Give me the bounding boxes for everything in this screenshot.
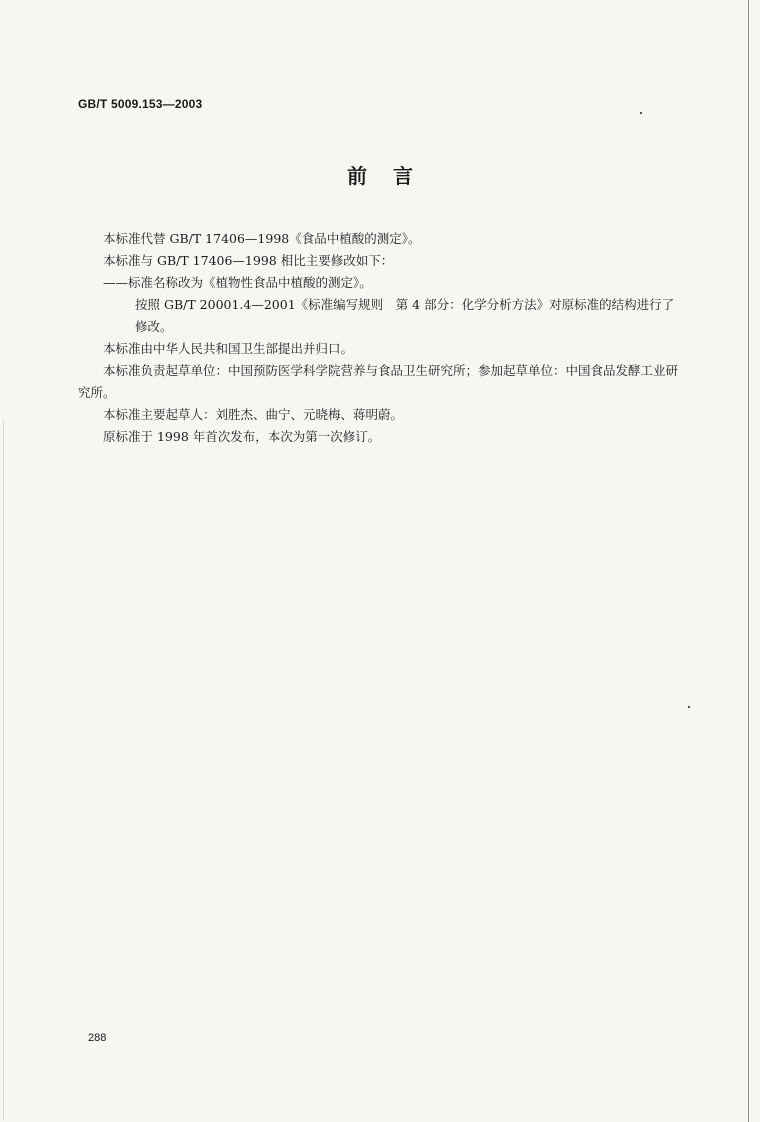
paragraph-drafting-units: 本标准负责起草单位：中国预防医学科学院营养与食品卫生研究所；参加起草单位：中国食品发酵工业研究所。 <box>78 363 679 400</box>
scan-edge-left <box>3 420 4 1120</box>
scan-speck <box>640 112 642 114</box>
foreword-body <box>78 228 690 448</box>
paragraph-replaces: 本标准代替 GB/T 17406—1998《食品中植酸的测定》。 <box>103 231 421 246</box>
change-item-structure <box>78 294 690 338</box>
paragraph-changes-intro: 本标准与 GB/T 17406—1998 相比主要修改如下： <box>103 253 394 268</box>
standard-number-header: GB/T 5009.153—2003 <box>78 97 203 111</box>
change-item-title: ——标准名称改为《植物性食品中植酸的测定》。 <box>103 275 372 290</box>
paragraph-proposed-by: 本标准由中华人民共和国卫生部提出并归口。 <box>103 341 354 356</box>
paragraph-history: 原标准于 1998 年首次发布，本次为第一次修订。 <box>103 429 381 444</box>
change-item-structure-line2: 修改。 <box>135 319 173 334</box>
change-item-structure-line1: 按照 GB/T 20001.4—2001《标准编写规则 第 4 部分：化学分析方法》对原标准的结构进行了 <box>135 297 675 312</box>
page-number: 288 <box>88 1032 107 1044</box>
page-title: 前言 <box>347 164 439 188</box>
paragraph-drafters: 本标准主要起草人：刘胜杰、曲宁、元晓梅、蒋明蔚。 <box>103 407 404 422</box>
scan-speck <box>688 706 690 708</box>
